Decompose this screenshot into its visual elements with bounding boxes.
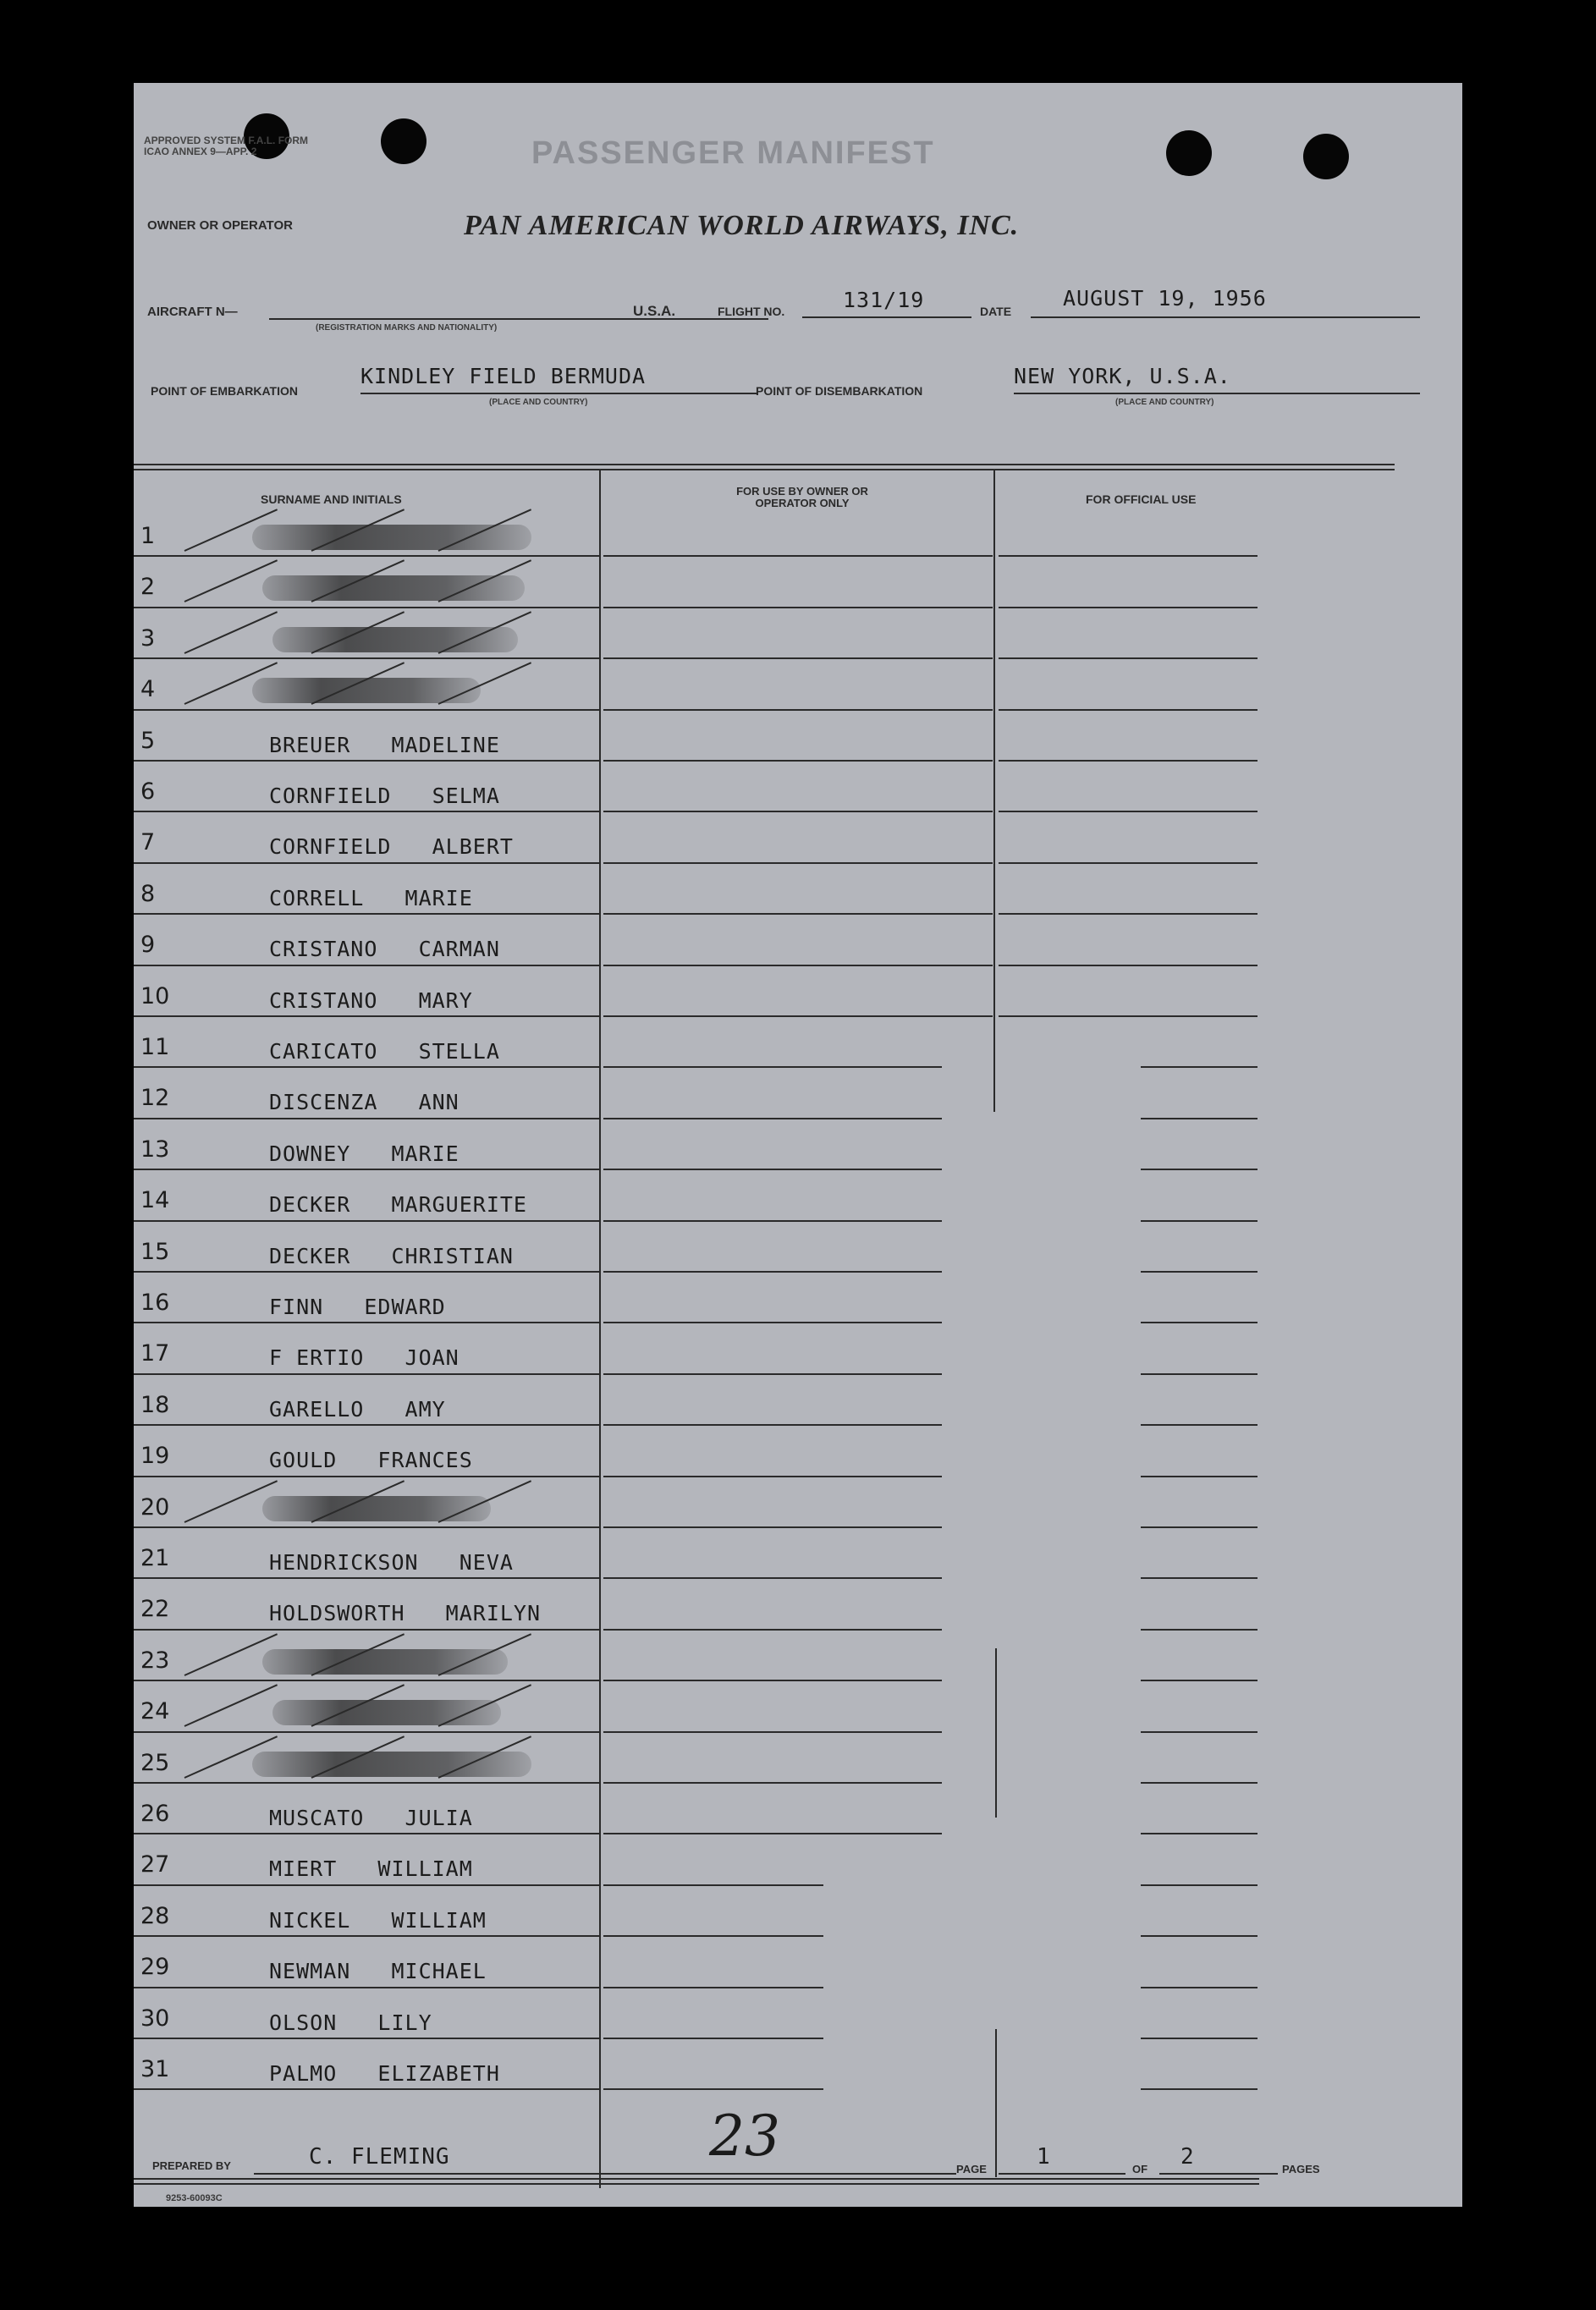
passenger-name <box>269 886 473 910</box>
usa-label: U.S.A. <box>633 303 676 319</box>
table-row <box>134 1068 1395 1119</box>
passenger-name <box>269 2010 432 2035</box>
redaction-mark <box>262 1496 491 1521</box>
row-number: 31 <box>140 2056 170 2082</box>
approval-note: APPROVED SYSTEM F.A.L. FORM ICAO ANNEX 9—APP. 2 <box>144 135 309 157</box>
table-bottom-rule <box>134 2183 1259 2185</box>
passenger-given-name: ELIZABETH <box>377 2061 500 2086</box>
table-row <box>134 557 1395 608</box>
passenger-surname: DISCENZA <box>269 1090 378 1115</box>
passenger-surname: FINN <box>269 1295 324 1319</box>
passenger-given-name: LILY <box>377 2010 432 2035</box>
table-row <box>134 1834 1395 1885</box>
strike-line <box>184 1684 278 1727</box>
passenger-surname: BREUER <box>269 732 351 757</box>
column-header-owner: FOR USE BY OWNER OR OPERATOR ONLY <box>736 485 868 509</box>
passenger-name <box>269 733 500 757</box>
passenger-surname: CRISTANO <box>269 987 378 1013</box>
table-top-rule <box>134 469 1395 470</box>
prepared-label: PREPARED BY <box>152 2159 231 2172</box>
punch-hole <box>1303 134 1349 179</box>
row-number: 24 <box>140 1698 170 1725</box>
page-line <box>999 2173 1125 2175</box>
passenger-surname: NEWMAN <box>269 1959 351 1984</box>
passenger-name <box>269 834 514 859</box>
table-row <box>134 762 1395 812</box>
owner-label: OWNER OR OPERATOR <box>147 218 293 233</box>
passenger-surname: OLSON <box>269 2010 338 2035</box>
passenger-given-name: MADELINE <box>391 732 500 757</box>
row-number: 1 <box>140 523 156 549</box>
row-rule <box>134 2088 599 2090</box>
row-number: 23 <box>140 1647 170 1674</box>
passenger-given-name: MARGUERITE <box>391 1192 527 1218</box>
passenger-surname: NICKEL <box>269 1907 351 1933</box>
passenger-given-name: AMY <box>405 1396 446 1422</box>
table-row <box>134 1119 1395 1170</box>
table-bottom-rule <box>134 2178 1259 2180</box>
passenger-given-name: MARY <box>418 987 473 1013</box>
passenger-given-name: ANN <box>418 1090 460 1115</box>
passenger-given-name: MARIE <box>405 885 473 910</box>
passenger-given-name: MICHAEL <box>391 1959 487 1984</box>
table-row <box>134 711 1395 762</box>
passenger-surname: GARELLO <box>269 1396 365 1422</box>
flight-line <box>802 316 971 318</box>
passenger-surname: HENDRICKSON <box>269 1550 419 1575</box>
aircraft-label: AIRCRAFT N— <box>147 305 238 319</box>
row-rule <box>1141 2088 1258 2090</box>
disembark-place: NEW YORK, U.S.A. <box>1014 364 1231 388</box>
column-header-official: FOR OFFICIAL USE <box>1086 492 1197 506</box>
row-number: 7 <box>140 829 156 856</box>
row-number: 11 <box>140 1034 170 1060</box>
passenger-given-name: JOAN <box>405 1345 460 1371</box>
row-number: 13 <box>140 1136 170 1163</box>
page-title: PASSENGER MANIFEST <box>531 135 935 171</box>
row-number: 27 <box>140 1851 170 1878</box>
row-number: 10 <box>140 982 170 1009</box>
passenger-surname: DECKER <box>269 1192 351 1218</box>
passenger-given-name: ALBERT <box>432 834 514 860</box>
table-row <box>134 2039 1395 2090</box>
passenger-name <box>269 1856 473 1881</box>
row-number: 25 <box>140 1749 170 1776</box>
passenger-given-name: MARILYN <box>445 1601 542 1626</box>
passenger-name <box>269 1244 514 1268</box>
table-row <box>134 1784 1395 1834</box>
table-row <box>134 659 1395 710</box>
row-rule <box>603 2088 823 2090</box>
passenger-given-name: WILLIAM <box>377 1856 473 1882</box>
of-label: OF <box>1132 2163 1148 2175</box>
embark-place: KINDLEY FIELD BERMUDA <box>360 364 647 388</box>
flight-date: AUGUST 19, 1956 <box>1063 286 1267 311</box>
punch-hole <box>381 118 427 164</box>
flight-label: FLIGHT NO. <box>718 305 785 318</box>
passenger-given-name: FRANCES <box>377 1448 473 1473</box>
passenger-name <box>269 1090 460 1114</box>
operator-name: PAN AMERICAN WORLD AIRWAYS, INC. <box>464 210 1020 241</box>
passenger-given-name: STELLA <box>418 1039 500 1064</box>
date-line <box>1031 316 1420 318</box>
passenger-name <box>269 1601 541 1625</box>
table-row <box>134 1886 1395 1937</box>
pages-label: PAGES <box>1282 2163 1320 2175</box>
passenger-surname: GOULD <box>269 1448 338 1473</box>
table-row <box>134 1426 1395 1477</box>
passenger-given-name: SELMA <box>432 784 500 808</box>
passenger-surname: PALMO <box>269 2061 338 2086</box>
handwritten-mark: 23 <box>709 2104 780 2169</box>
table-row <box>134 864 1395 915</box>
table-row <box>134 1273 1395 1323</box>
passenger-name <box>269 1192 527 1217</box>
row-number: 30 <box>140 2005 170 2032</box>
row-number: 18 <box>140 1391 170 1418</box>
table-row <box>134 1528 1395 1579</box>
passenger-name <box>269 1550 514 1575</box>
column-header-surname: SURNAME AND INITIALS <box>261 492 402 506</box>
table-row <box>134 1579 1395 1630</box>
redaction-mark <box>272 627 518 652</box>
row-number: 4 <box>140 676 156 703</box>
table-row <box>134 608 1395 659</box>
passenger-surname: MIERT <box>269 1856 338 1882</box>
passenger-surname: CORRELL <box>269 885 365 910</box>
passenger-name <box>269 2061 500 2086</box>
table-row <box>134 1017 1395 1068</box>
embark-line <box>360 393 758 394</box>
passenger-name <box>269 1806 473 1830</box>
row-number: 17 <box>140 1340 170 1367</box>
row-number: 16 <box>140 1290 170 1316</box>
table-row <box>134 1733 1395 1784</box>
passenger-name <box>269 1397 446 1422</box>
passenger-surname: CORNFIELD <box>269 834 392 860</box>
page-label: PAGE <box>956 2163 987 2175</box>
passenger-given-name: NEVA <box>459 1550 514 1575</box>
prepared-line <box>254 2173 956 2175</box>
table-row <box>134 506 1395 557</box>
disembark-line <box>1014 393 1420 394</box>
punch-hole <box>1166 130 1212 176</box>
manifest-sheet <box>134 83 1462 2207</box>
table-row <box>134 1323 1395 1374</box>
row-number: 26 <box>140 1801 170 1827</box>
passenger-name <box>269 1039 500 1064</box>
passenger-surname: DOWNEY <box>269 1141 351 1166</box>
disembark-label: POINT OF DISEMBARKATION <box>756 384 923 398</box>
row-number: 28 <box>140 1902 170 1929</box>
passenger-name <box>269 1295 446 1319</box>
passenger-given-name: WILLIAM <box>391 1907 487 1933</box>
embark-label: POINT OF EMBARKATION <box>151 384 298 398</box>
row-number: 29 <box>140 1954 170 1981</box>
passenger-given-name: MARIE <box>391 1141 460 1166</box>
passenger-surname: CARICATO <box>269 1039 378 1064</box>
passenger-name <box>269 1908 487 1933</box>
passenger-surname: HOLDSWORTH <box>269 1601 405 1626</box>
aircraft-line <box>269 318 768 320</box>
flight-number: 131/19 <box>843 288 925 312</box>
table-row <box>134 915 1395 965</box>
passenger-given-name: CARMAN <box>418 937 500 962</box>
disembark-caption: (PLACE AND COUNTRY) <box>1115 398 1214 407</box>
row-number: 21 <box>140 1545 170 1571</box>
row-number: 8 <box>140 880 156 907</box>
row-number: 5 <box>140 727 156 754</box>
passenger-surname: F ERTIO <box>269 1345 365 1371</box>
table-row <box>134 1170 1395 1221</box>
row-number: 20 <box>140 1493 170 1521</box>
table-row <box>134 1937 1395 1988</box>
table-row <box>134 966 1395 1017</box>
row-number: 12 <box>140 1085 170 1112</box>
row-number: 15 <box>140 1238 170 1265</box>
table-row <box>134 1222 1395 1273</box>
passenger-given-name: EDWARD <box>364 1295 446 1319</box>
row-number: 9 <box>140 932 156 959</box>
row-number: 6 <box>140 778 156 805</box>
table-top-rule <box>134 464 1395 465</box>
passenger-name <box>269 784 500 808</box>
passenger-given-name: JULIA <box>405 1806 473 1830</box>
table-row <box>134 1631 1395 1681</box>
table-row <box>134 1681 1395 1732</box>
passenger-surname: CORNFIELD <box>269 784 392 808</box>
date-label: DATE <box>980 305 1012 318</box>
table-row <box>134 812 1395 863</box>
passenger-name <box>269 937 500 961</box>
table-row <box>134 1988 1395 2039</box>
passenger-name <box>269 1345 460 1370</box>
row-number: 14 <box>140 1187 170 1214</box>
table-row <box>134 1477 1395 1528</box>
prepared-by: C. FLEMING <box>309 2144 450 2170</box>
passenger-name <box>269 1448 473 1472</box>
passenger-surname: DECKER <box>269 1243 351 1268</box>
strike-line <box>184 611 278 654</box>
registration-caption: (REGISTRATION MARKS AND NATIONALITY) <box>316 323 498 333</box>
passenger-surname: MUSCATO <box>269 1806 365 1830</box>
row-number: 2 <box>140 574 156 601</box>
table-row <box>134 1375 1395 1426</box>
page-number: 1 <box>1037 2144 1051 2170</box>
row-number: 3 <box>140 624 156 652</box>
embark-caption: (PLACE AND COUNTRY) <box>489 398 588 407</box>
pages-line <box>1159 2173 1278 2175</box>
pages-total: 2 <box>1180 2144 1195 2170</box>
passenger-name <box>269 1141 460 1166</box>
passenger-name <box>269 988 473 1013</box>
passenger-name <box>269 1959 487 1983</box>
row-number: 19 <box>140 1443 170 1470</box>
row-number: 22 <box>140 1596 170 1623</box>
passenger-surname: CRISTANO <box>269 937 378 962</box>
form-code: 9253-60093C <box>166 2193 223 2203</box>
passenger-given-name: CHRISTIAN <box>391 1243 514 1268</box>
